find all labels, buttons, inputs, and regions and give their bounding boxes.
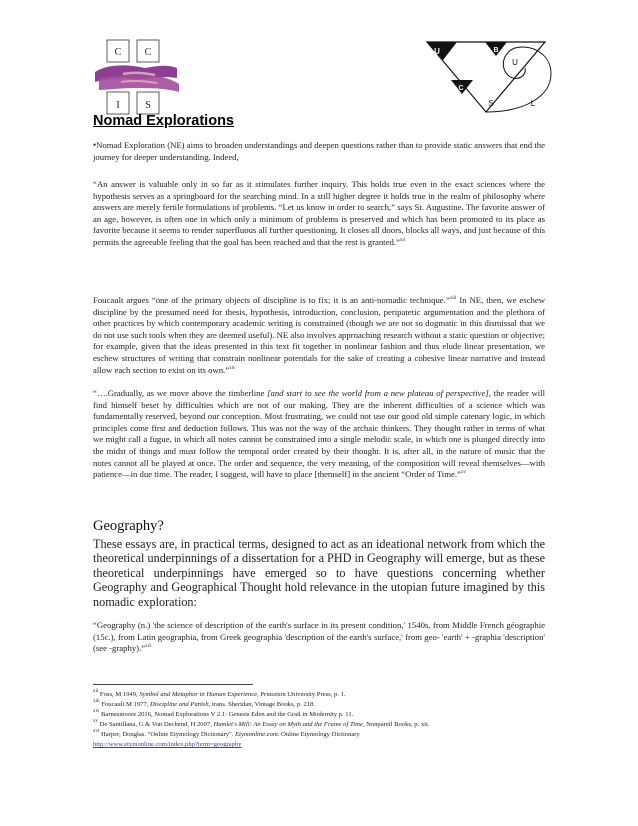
logo-letter-s: S (145, 100, 151, 111)
footnote: $^{xvi}$ Harper, Douglas. "Online Etymology Dictionary". Etymonline.com. Online Etymology Dictionary (93, 729, 360, 738)
footnote: $^{xv}$ De Santillana, G & Von Dechend, H 2007, Hamlet's Mill: An Essay on Myth and the Frame of Time, Nonpareil Books, p. xii. (93, 719, 430, 728)
spiral-shape (486, 47, 551, 112)
quote-de-santillana: “….Gradually, as we move above the timberline [and start to see the world from a new plateau of perspective], the reader will find himself beset by difficulties which are not of our making. They are the inherent difficulties of a science which was fundamentally reserved, beyond our conception. Most frustrating, we could not use our good old simple catenary logic, in which principles come first and deduction follows. This was not the way of the archaic thinkers. They thought rather in terms of what we might call a fugue, in which all notes cannot be constrained into a single melodic scale, in which one is plunged directly into the midst of things and must follow the temporal order created by their thought. It is, after all, in the nature of music that the notes cannot all be played at once. The order and sequence, the very meaning, of the composition will reveal themselves—with patience—in due time. The reader, I suggest, will have to place [themself] in the ancient “Order of Time.”$^{xv}$ (93, 388, 546, 480)
footnote-ref: xiii (449, 296, 457, 301)
logo-letter-b: B (493, 47, 499, 54)
foucault-paragraph: Foucault argues “one of the primary objects of discipline is to fix; it is an anti-nomadic technique.”$^{xiii}$ In NE, then, we eschew discipline by the presumed need for thesis, hypothesis, introduction, conclusion, peripatetic argumentation and the plethora of other practices by which contemporary academic writing is constrained (though we are not so dogmatic in this dismissal that we do not use such tools when they are deemed useful). NE also involves approaching research without a static question or objective; for example, given that the ideas presented in this text fit together in nonlinear fashion and thus elude linear presentation, we eschew structures of writing that constrain nonlinear potentials for the sake of creating a cohesive linear narrative and instead allow each section to exist on its own.”$^{xiv}$ (93, 295, 545, 375)
footnote-ref: xii (399, 237, 406, 243)
geography-paragraph: These essays are, in practical terms, designed to act as an ideational network from which the theoretical underpinnings of a dissertation for a PHD in Geography will emerge, but as these theoretical underpinnings have emerged so to have questions concerning whether Geography and Geographical Thought hold relevance in the utopian future imagined by this nomadic exploration: (93, 537, 545, 609)
footnote-ref: xv (460, 470, 466, 476)
logo-letter-i: I (116, 100, 120, 111)
hand-lower-shape (99, 75, 179, 92)
footnote: $^{xii}$ Foss, M 1949, Symbol and Metaphor in Human Experience, Princeton University Press, p. 1. (93, 689, 346, 698)
logo-letter-s: S (488, 99, 494, 108)
quote-foss: “An answer is valuable only in so far as it stimulates further inquiry. This holds true even in the exact sciences where the hypothesis serves as a springboard for the searching mind. In a still higher degree it holds true in the realm of philosophy where answers are merely fertile formulations of problems. “Let us know in order to search,” says St. Augustine. The favorite answer of an age, however, is often one in which only a minimum of problems is preserved and which has been promoted to its place as favorite because it seems to render superfluous all further questioning. It closes all doors, blocks all ways, and just because of this permits the agreeable feeling that the goal has been reached and that the rest is granted.”$^{xii}$ (93, 179, 545, 247)
logo-letter-c1: C (114, 47, 122, 58)
logo-letter-u1: U (434, 47, 440, 56)
ccis-logo (93, 38, 183, 118)
logo-letter-u2: U (512, 58, 518, 67)
footnote: $^{xiv}$ Barnesmoore 2016, Nomad Explorations V 2.1: Genesis Eden and the Grail in Modernity p. 11. (93, 709, 354, 718)
logo-letter-c: C (458, 85, 464, 92)
footnote-ref: xiv (229, 365, 236, 371)
footnote-divider (93, 684, 253, 685)
bullet-icon: • (93, 140, 97, 150)
footnote: $^{xiii}$ Foucault M 1977, Discipline and Punish, trans. Sheridan, Vintage Books, p. 218. (93, 699, 316, 708)
footnote-link[interactable]: http://www.etymonline.com/index.php?term=geography (93, 741, 242, 748)
geography-definition: “Geography (n.) 'the science of description of the earth's surface in its present condition,' 1540s, from Middle French géographie (15c.), from Latin geographia, from Greek geographia 'description of the earth's surface,' from geo- 'earth' + -graphia 'description' (see -graphy).”$^{xvi}$ (93, 620, 545, 654)
footnote-ref: xvi (145, 644, 152, 650)
intro-paragraph: •Nomad Exploration (NE) aims to broaden understandings and deepen questions rather than to provide static answers that end the journey for deeper understanding. Indeed, (93, 140, 545, 162)
logo-letter-l: L (530, 99, 536, 108)
logo-letter-c2: C (144, 47, 152, 58)
ubucsl-logo (425, 38, 555, 114)
page-title: Nomad Explorations (93, 113, 234, 129)
geography-heading: Geography? (93, 518, 164, 534)
